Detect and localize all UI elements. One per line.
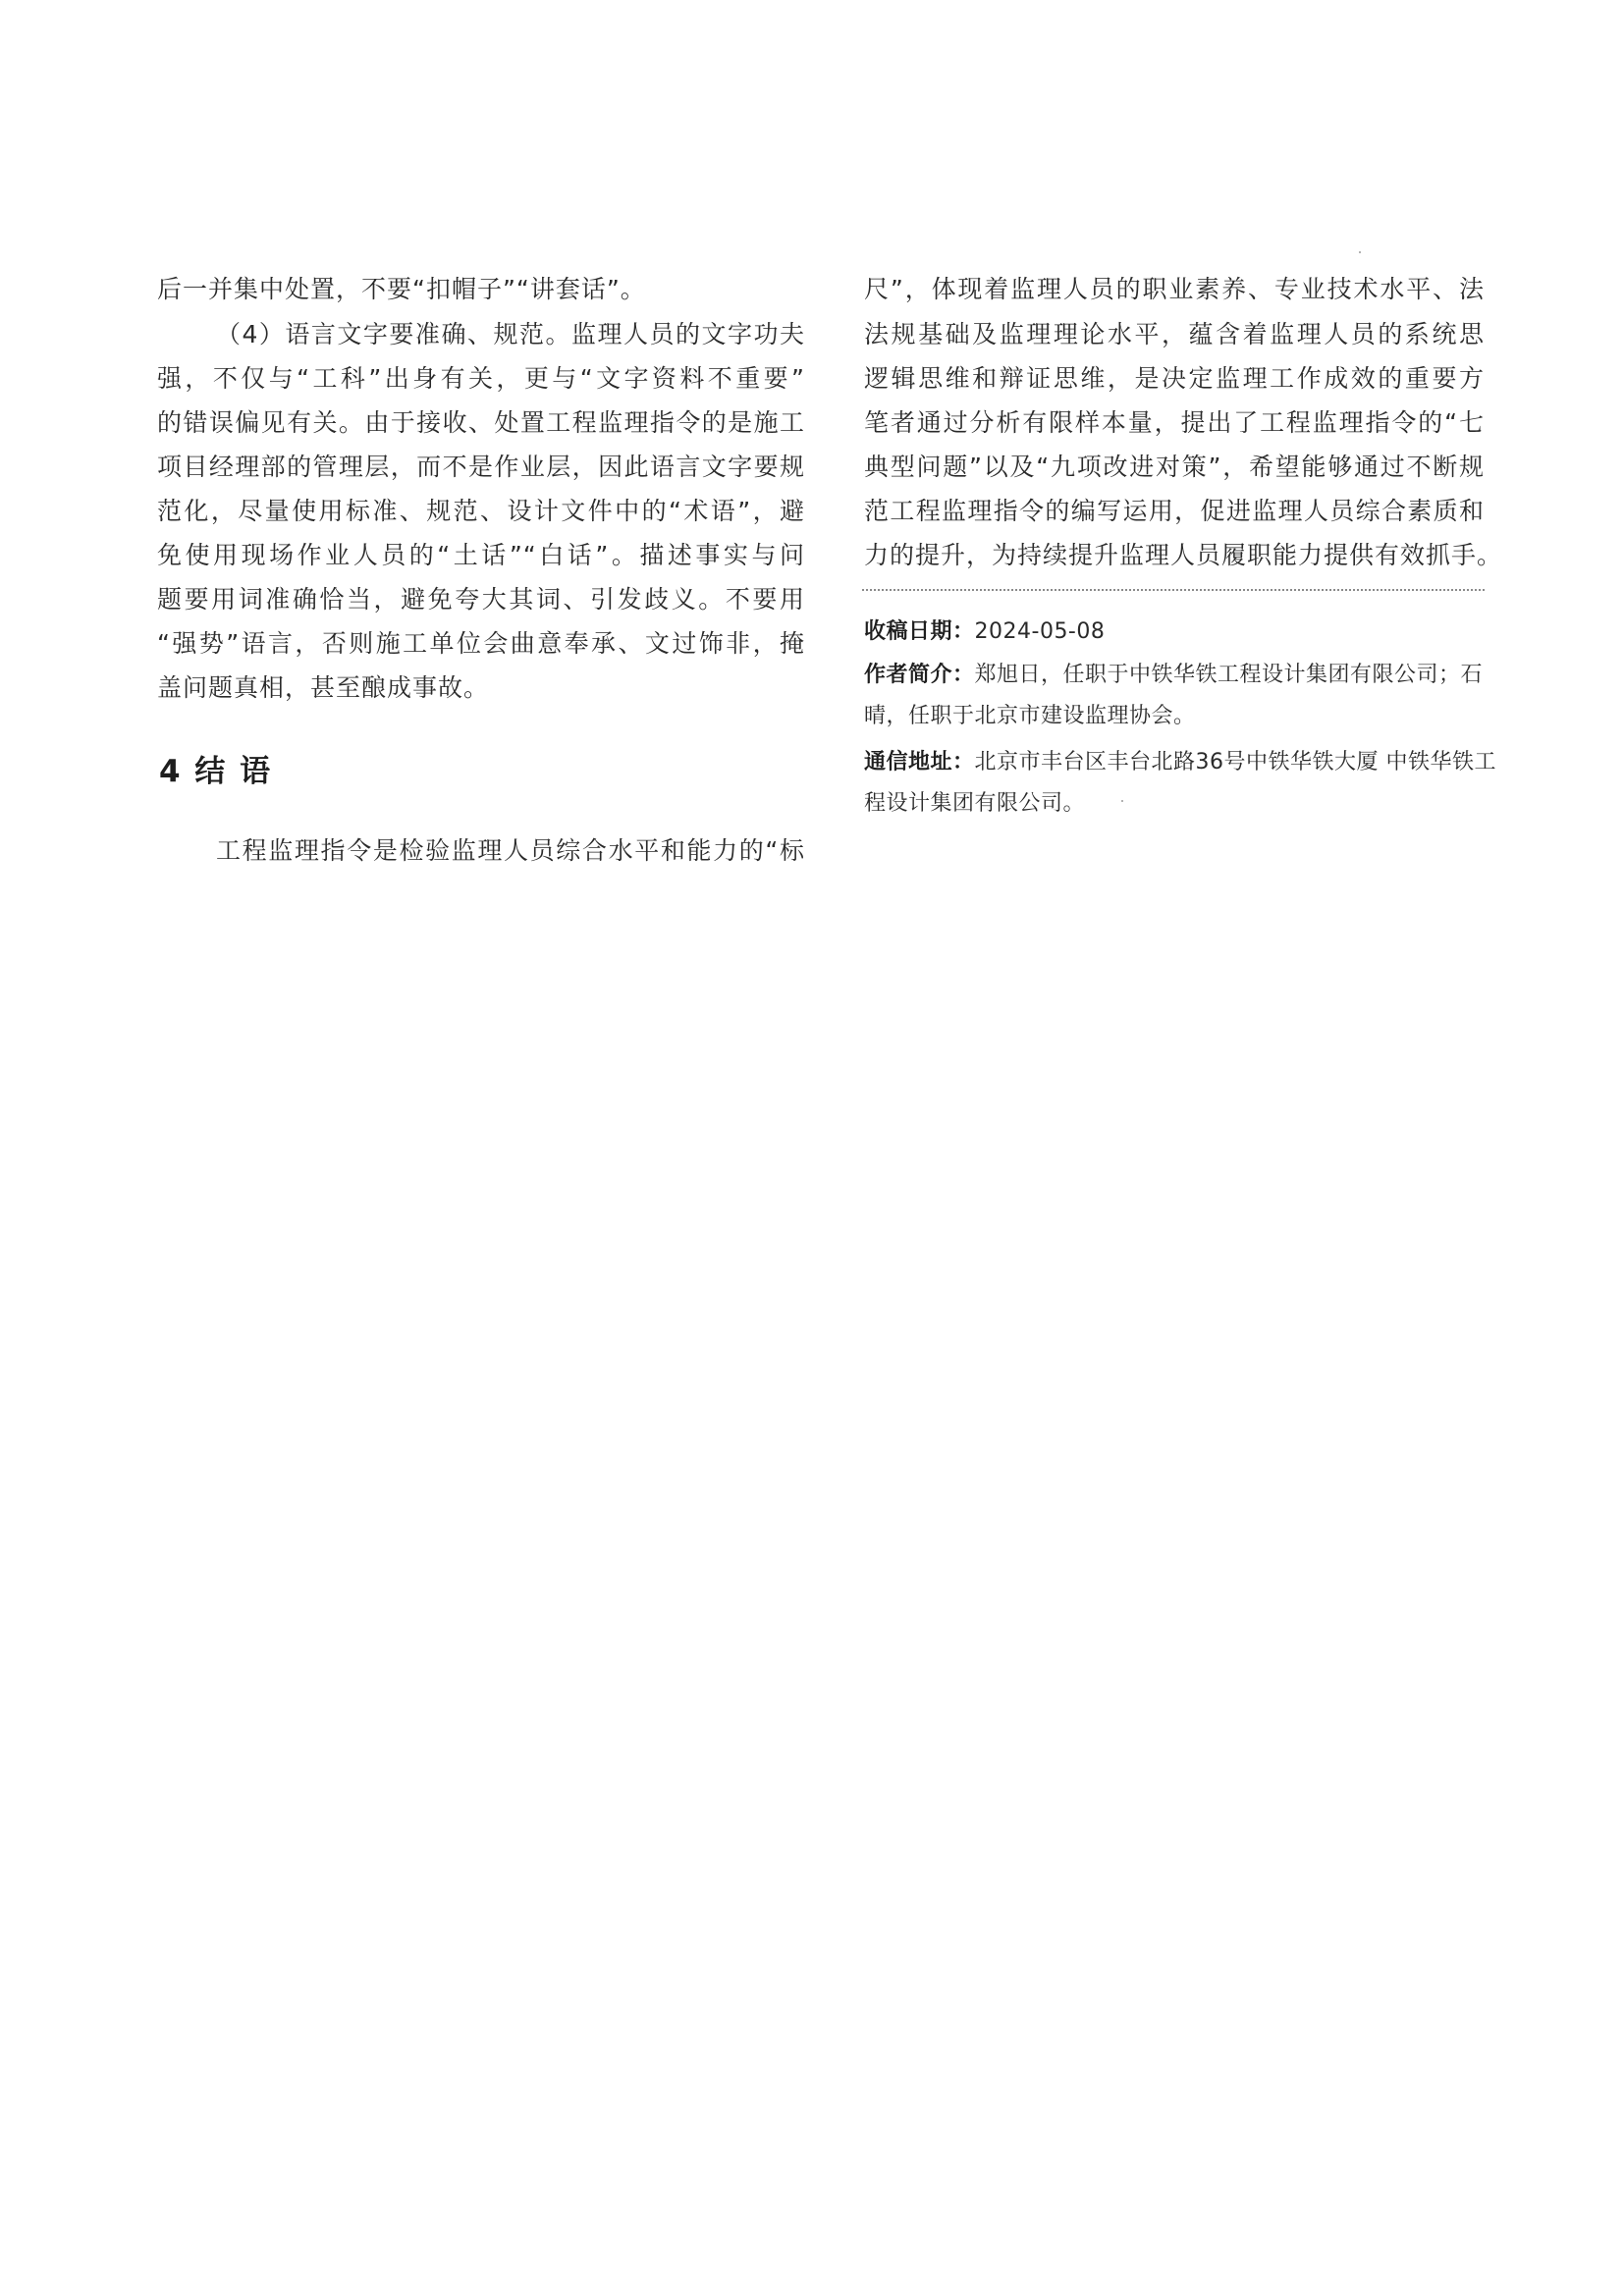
body-text-line: 笔者通过分析有限样本量，提出了工程监理指令的“七 xyxy=(864,408,1485,437)
received-date-value: 2024-05-08 xyxy=(974,619,1106,644)
body-text-line: 范化，尽量使用标准、规范、设计文件中的“术语”，避 xyxy=(157,497,805,525)
body-text-line: 典型问题”以及“九项改进对策”，希望能够通过不断规 xyxy=(864,453,1485,481)
author-info-label: 作者简介： xyxy=(864,663,975,687)
body-text-line: 盖问题真相，甚至酿成事故。 xyxy=(157,673,490,702)
body-text-line: 的错误偏见有关。由于接收、处置工程监理指令的是施工 xyxy=(157,408,805,437)
body-text-line: 工程监理指令是检验监理人员综合水平和能力的“标 xyxy=(216,836,805,865)
body-text-line: 项目经理部的管理层，而不是作业层，因此语言文字要规 xyxy=(157,453,805,481)
body-text-line: 逻辑思维和辩证思维，是决定监理工作成效的重要方 xyxy=(864,364,1485,393)
body-text-line: 后一并集中处置，不要“扣帽子”“讲套话”。 xyxy=(157,275,646,303)
body-text-line: （4）语言文字要准确、规范。监理人员的文字功夫 xyxy=(216,320,805,348)
mailing-address xyxy=(864,747,1496,778)
body-text-line: 范工程监理指令的编写运用，促进监理人员综合素质和 xyxy=(864,497,1485,525)
section-heading: 4 结 语 xyxy=(159,754,273,789)
body-text-line: 免使用现场作业人员的“土话”“白话”。描述事实与问 xyxy=(157,541,805,569)
author-info-continued: 晴，任职于北京市建设监理协会。 xyxy=(864,704,1196,728)
body-text-line: 强，不仅与“工科”出身有关，更与“文字资料不重要” xyxy=(157,364,805,393)
received-date-label: 收稿日期： xyxy=(864,619,975,644)
mailing-address-continued: 程设计集团有限公司。 xyxy=(864,791,1086,816)
scan-speck xyxy=(1359,251,1361,253)
scan-speck xyxy=(1121,800,1123,802)
mailing-address-label: 通信地址： xyxy=(864,750,975,774)
author-info-text: 郑旭日，任职于中铁华铁工程设计集团有限公司；石 xyxy=(974,663,1484,687)
body-text-line: 法规基础及监理理论水平，蕴含着监理人员的系统思 xyxy=(864,320,1485,348)
body-text-line: 力的提升，为持续提升监理人员履职能力提供有效抓手。 xyxy=(864,541,1503,569)
mailing-address-text: 北京市丰台区丰台北路36号中铁华铁大厦 中铁华铁工 xyxy=(974,750,1497,774)
body-text-line: 题要用词准确恰当，避免夸大其词、引发歧义。不要用 xyxy=(157,585,805,614)
author-info xyxy=(864,660,1483,691)
body-text-line: “强势”语言，否则施工单位会曲意奉承、文过饰非，掩 xyxy=(157,629,805,658)
divider xyxy=(862,589,1485,591)
body-text-line: 尺”，体现着监理人员的职业素养、专业技术水平、法 xyxy=(864,275,1485,303)
received-date xyxy=(864,616,1105,648)
